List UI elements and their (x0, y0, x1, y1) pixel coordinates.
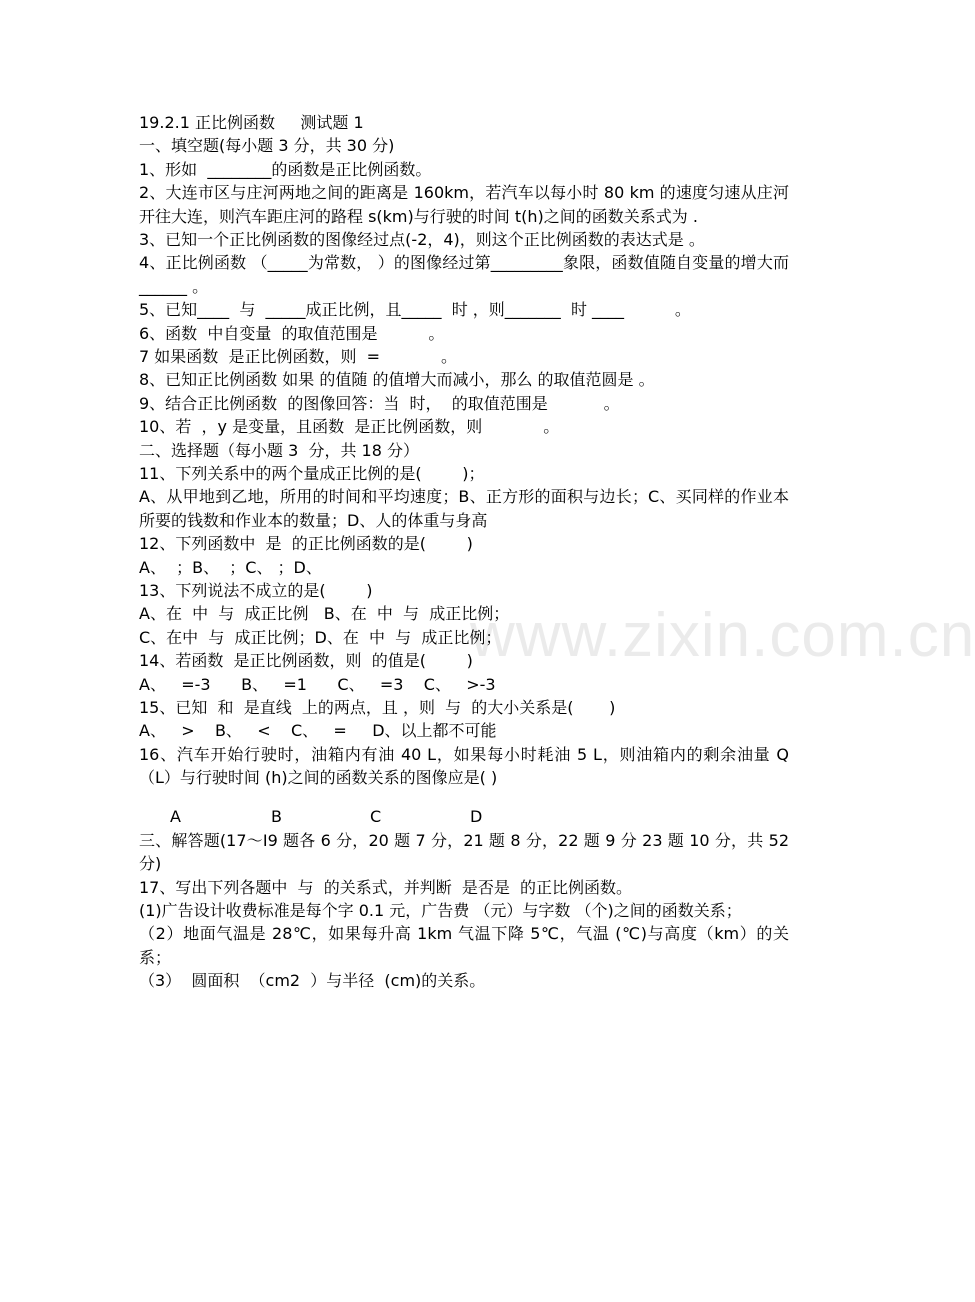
graph-option-c: C (370, 807, 382, 827)
question-3: 3、已知一个正比例函数的图像经过点(-2，4)，则这个正比例函数的表达式是 。 (139, 229, 705, 249)
question-15: 15、已知 和 是直线 上的两点，且 ，则 与 的大小关系是( ) (139, 697, 616, 717)
question-14-options: A、 =-3 B、 =1 C、 =3 C、 >-3 (139, 674, 496, 694)
question-2: 2、大连市区与庄河两地之间的距离是 160km，若汽车以每小时 80 km 的速度匀速从庄河开往大连，则汽车距庄河的路程 s(km)与行驶的时间 t(h)之间的函数关系式为 . (139, 183, 789, 226)
graph-gap (139, 789, 789, 805)
question-10: 10、若 ，y 是变量，且函数 是正比例函数，则 。 (139, 417, 560, 437)
question-1: 1、形如 ________的函数是正比例函数。 (139, 159, 432, 179)
question-17-part-2: （2）地面气温是 28℃，如果每升高 1km 气温下降 5℃，气温 (℃)与高度（km）的关系； (139, 924, 789, 967)
question-9: 9、结合正比例函数 的图像回答：当 时， 的取值范围是 。 (139, 393, 620, 413)
question-15-options: A、 > B、 < C、 = D、以上都不可能 (139, 721, 497, 741)
graph-option-b: B (271, 807, 282, 827)
question-5: 5、已知____ 与 _____成正比例，且_____ 时 ，则_______ 时 ____ 。 (139, 300, 691, 320)
graph-option-labels (139, 805, 789, 828)
question-17-part-3: （3） 圆面积 （cm2 ）与半径 (cm)的关系。 (139, 971, 486, 991)
section-heading-answer: 三、解答题(17～I9 题各 6 分，20 题 7 分，21 题 8 分，22 题 9 分 23 题 10 分，共 52 分) (139, 830, 789, 874)
question-11: 11、下列关系中的两个量成正比例的是( )； (139, 463, 485, 483)
question-17: 17、写出下列各题中 与 的关系式，并判断 是否是 的正比例函数。 (139, 877, 633, 897)
graph-option-a: A (170, 807, 181, 827)
question-12-options: A、 ；B、 ；C、 ；D、 (139, 557, 322, 577)
question-17-part-1: (1)广告设计收费标准是每个字 0.1 元，广告费 （元）与字数 （个)之间的函数关系； (139, 901, 742, 921)
question-7: 7 如果函数 是正比例函数，则 = 。 (139, 346, 458, 366)
section-heading-fill-in: 一、填空题(每小题 3 分，共 30 分) (139, 136, 395, 156)
document-body (139, 111, 789, 993)
question-12: 12、下列函数中 是 的正比例函数的是( ) (139, 534, 473, 554)
question-6: 6、函数 中自变量 的取值范围是 。 (139, 323, 445, 343)
question-13-options-cd: C、在中 与 成正比例；D、在 中 与 成正比例； (139, 627, 502, 647)
question-8: 8、已知正比例函数 如果 的值随 的值增大而减小，那么 的取值范圆是 。 (139, 370, 655, 390)
doc-title: 19.2.1 正比例函数 测试题 1 (139, 113, 364, 132)
question-14: 14、若函数 是正比例函数，则 的值是( ) (139, 651, 473, 671)
question-11-options: A、从甲地到乙地，所用的时间和平均速度；B、正方形的面积与边长；C、买同样的作业本所要的钱数和作业本的数量；D、人的体重与身高 (139, 487, 789, 530)
watermark: www.zixin.com.cn (470, 601, 975, 670)
graph-option-d: D (470, 807, 483, 827)
question-4: 4、正比例函数 （_____为常数， ）的图像经过第_________象限，函数值随自变量的增大而______ 。 (139, 253, 789, 296)
question-13-options-ab: A、在 中 与 成正比例 B、在 中 与 成正比例； (139, 604, 510, 624)
section-heading-choice: 二、选择题（每小题 3 分，共 18 分） (139, 440, 419, 460)
question-16: 16、汽车开始行驶时，油箱内有油 40 L，如果每小时耗油 5 L，则油箱内的剩余油量 Q（L）与行驶时间 (h)之间的函数关系的图像应是( ) (139, 744, 789, 788)
question-13: 13、下列说法不成立的是( ) (139, 580, 373, 600)
